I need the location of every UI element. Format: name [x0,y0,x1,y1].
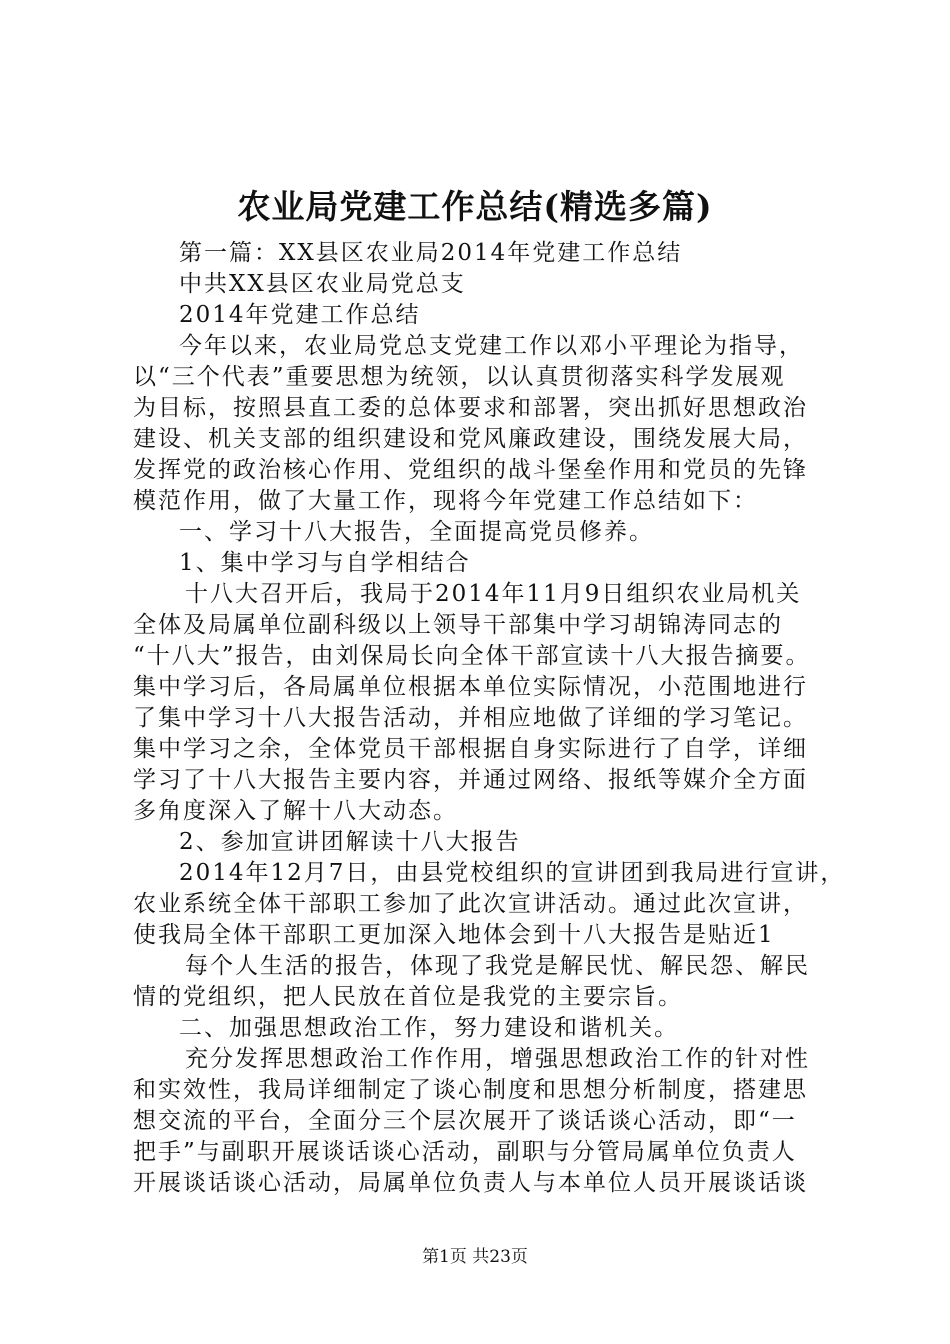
section-heading: 二、加强思想政治工作，努力建设和谐机关。 [179,1015,679,1041]
body-line: 想交流的平台，全面分三个层次展开了谈话谈心活动，即“一 [133,1108,797,1134]
body-line: “十八大”报告，由刘保局长向全体干部宣读十八大报告摘要。 [133,643,811,669]
body-line: 今年以来，农业局党总支党建工作以邓小平理论为指导， [179,333,804,359]
body-line: 使我局全体干部职工更加深入地体会到十八大报告是贴近1 [133,922,775,948]
body-line: 充分发挥思想政治工作作用，增强思想政治工作的针对性 [185,1046,810,1072]
section-heading: 一、学习十八大报告，全面提高党员修养。 [179,519,654,545]
body-line: 以“三个代表”重要思想为统领，以认真贯彻落实科学发展观 [133,364,786,390]
body-line: 集中学习后，各局属单位根据本单位实际情况，小范围地进行 [133,674,808,700]
body-line: 学习了十八大报告主要内容，并通过网络、报纸等媒介全方面 [133,767,808,793]
body-line: 了集中学习十八大报告活动，并相应地做了详细的学习笔记。 [133,705,808,731]
body-line: 第一篇：XX县区农业局2014年党建工作总结 [179,240,683,266]
page-number-footer: 第1页 共23页 [422,1247,528,1267]
body-line: 集中学习之余，全体党员干部根据自身实际进行了自学，详细 [133,736,808,762]
body-line: 开展谈话谈心活动，局属单位负责人与本单位人员开展谈话谈 [133,1170,808,1196]
body-line: 2014年12月7日，由县党校组织的宣讲团到我局进行宣讲， [179,860,846,886]
body-line: 农业系统全体干部职工参加了此次宣讲活动。通过此次宣讲， [133,891,808,917]
subsection-heading: 2、参加宣讲团解读十八大报告 [179,829,521,855]
body-line: 把手”与副职开展谈话谈心活动，副职与分管局属单位负责人 [133,1139,797,1165]
body-line: 建设、机关支部的组织建设和党风廉政建设，围绕发展大局， [133,426,808,452]
body-line: 模范作用，做了大量工作，现将今年党建工作总结如下： [133,488,758,514]
body-line: 每个人生活的报告，体现了我党是解民忧、解民怨、解民 [185,953,810,979]
body-line: 中共XX县区农业局党总支 [179,271,466,297]
body-line: 十八大召开后，我局于2014年11月9日组织农业局机关 [185,581,802,607]
body-line: 多角度深入了解十八大动态。 [133,798,458,824]
document-body [133,238,846,1199]
subsection-heading: 1、集中学习与自学相结合 [179,550,471,576]
body-line: 发挥党的政治核心作用、党组织的战斗堡垒作用和党员的先锋 [133,457,808,483]
body-line: 2014年党建工作总结 [179,302,421,328]
document-title: 农业局党建工作总结(精选多篇) [237,187,713,226]
body-line: 为目标，按照县直工委的总体要求和部署，突出抓好思想政治 [133,395,808,421]
body-line: 全体及局属单位副科级以上领导干部集中学习胡锦涛同志的 [133,612,783,638]
body-line: 情的党组织，把人民放在首位是我党的主要宗旨。 [133,984,683,1010]
body-line: 和实效性，我局详细制定了谈心制度和思想分析制度，搭建思 [133,1077,808,1103]
